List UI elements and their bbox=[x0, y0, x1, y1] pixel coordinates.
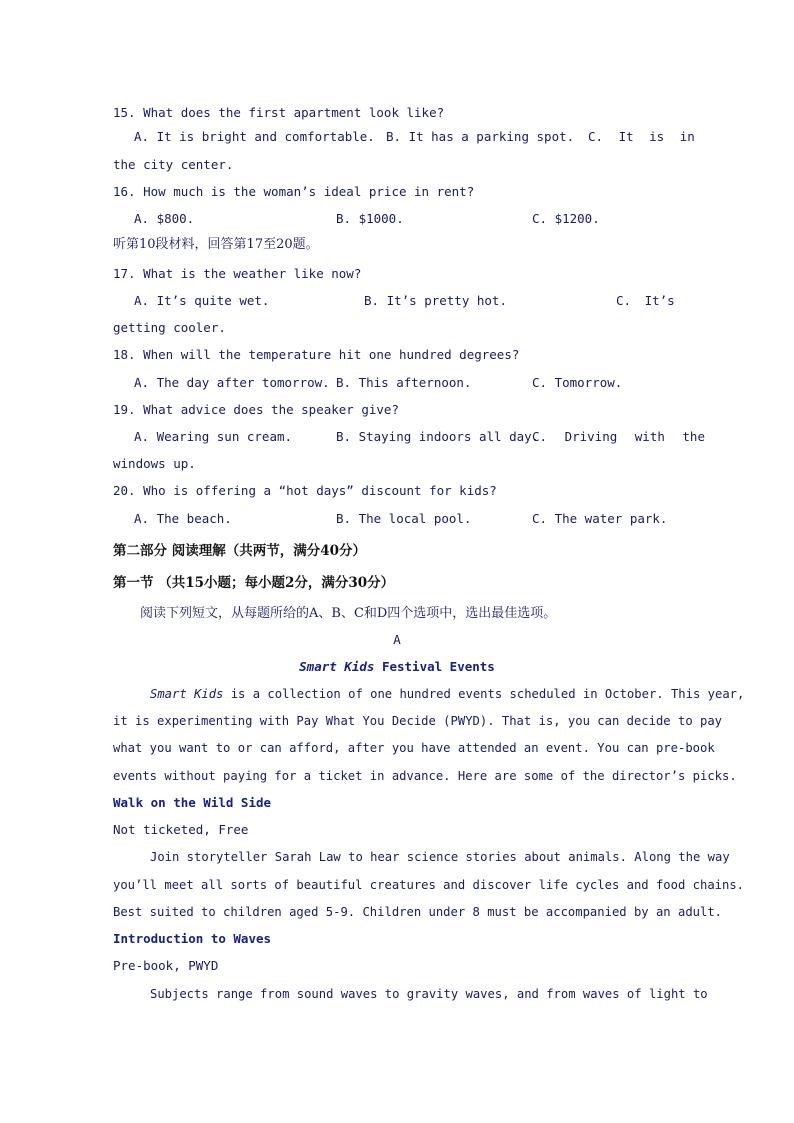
reading-directions: 阅读下列短文，从每题所给的A、B、C和D四个选项中，选出最佳选项。 bbox=[140, 606, 557, 621]
event-1-meta: Not ticketed, Free bbox=[113, 822, 249, 837]
passage-intro-line-2: it is experimenting with Pay What You Decide (PWYD). That is, you can decide to pay bbox=[113, 714, 723, 728]
option-b: B. This afternoon. bbox=[336, 375, 472, 390]
option-b: B. $1000. bbox=[336, 211, 404, 226]
option-c: C. The water park. bbox=[532, 511, 668, 526]
passage-letter: A bbox=[393, 632, 401, 647]
option-c: C. $1200. bbox=[532, 211, 600, 226]
passage-intro-line-1 bbox=[150, 686, 745, 702]
option-c: C. Driving with the bbox=[532, 429, 705, 444]
question-17-option-c-cont: getting cooler. bbox=[113, 320, 226, 335]
option-a: A. It is bright and comfortable. bbox=[134, 129, 375, 144]
question-19: 19. What advice does the speaker give? bbox=[113, 402, 399, 417]
passage-intro-line-3: what you want to or can afford, after you have attended an event. You can pre-book bbox=[113, 741, 715, 755]
option-a: A. $800. bbox=[134, 211, 195, 226]
option-c: C. Tomorrow. bbox=[532, 375, 623, 390]
option-b: B. It’s pretty hot. bbox=[364, 293, 507, 308]
option-a: A. Wearing sun cream. bbox=[134, 429, 293, 444]
passage-title-rest: Festival Events bbox=[374, 659, 495, 674]
question-20: 20. Who is offering a “hot days” discount for kids? bbox=[113, 483, 497, 498]
intro-italic: Smart Kids bbox=[150, 687, 224, 701]
question-19-option-c-cont: windows up. bbox=[113, 456, 196, 471]
option-c: C. It is in bbox=[588, 129, 695, 144]
section-one-heading: 第一节 （共15小题；每小题2分，满分30分） bbox=[113, 575, 395, 591]
listening-instruction: 听第10段材料，回答第17至20题。 bbox=[113, 237, 319, 252]
option-a: A. The beach. bbox=[134, 511, 232, 526]
event-2-title: Introduction to Waves bbox=[113, 931, 272, 946]
part-two-heading: 第二部分 阅读理解（共两节，满分40分） bbox=[113, 543, 366, 559]
option-a: A. It’s quite wet. bbox=[134, 293, 270, 308]
question-15: 15. What does the first apartment look like? bbox=[113, 105, 445, 120]
event-1-line-2: you’ll meet all sorts of beautiful creatures and discover life cycles and food chains. bbox=[113, 878, 745, 892]
question-18: 18. When will the temperature hit one hundred degrees? bbox=[113, 347, 520, 362]
option-a: A. The day after tomorrow. bbox=[134, 375, 330, 390]
event-1-line-1: Join storyteller Sarah Law to hear science stories about animals. Along the way bbox=[150, 850, 730, 864]
event-1-line-3: Best suited to children aged 5-9. Children under 8 must be accompanied by an adult. bbox=[113, 905, 723, 919]
option-b: B. The local pool. bbox=[336, 511, 472, 526]
option-b: B. It has a parking spot. bbox=[386, 129, 575, 144]
intro-text: is a collection of one hundred events scheduled in October. This year, bbox=[223, 687, 745, 701]
event-1-title: Walk on the Wild Side bbox=[113, 795, 272, 810]
passage-title bbox=[113, 659, 681, 675]
option-c: C. It’s bbox=[616, 293, 675, 308]
passage-intro-line-4: events without paying for a ticket in advance. Here are some of the director’s picks. bbox=[113, 769, 737, 783]
event-2-meta: Pre-book, PWYD bbox=[113, 958, 219, 973]
event-2-line-1: Subjects range from sound waves to gravity waves, and from waves of light to bbox=[150, 987, 708, 1001]
question-15-option-c-cont: the city center. bbox=[113, 157, 234, 172]
question-16: 16. How much is the woman’s ideal price in rent? bbox=[113, 184, 475, 199]
question-17: 17. What is the weather like now? bbox=[113, 266, 362, 281]
option-b: B. Staying indoors all day. bbox=[336, 429, 540, 444]
passage-title-italic: Smart Kids bbox=[299, 659, 375, 674]
